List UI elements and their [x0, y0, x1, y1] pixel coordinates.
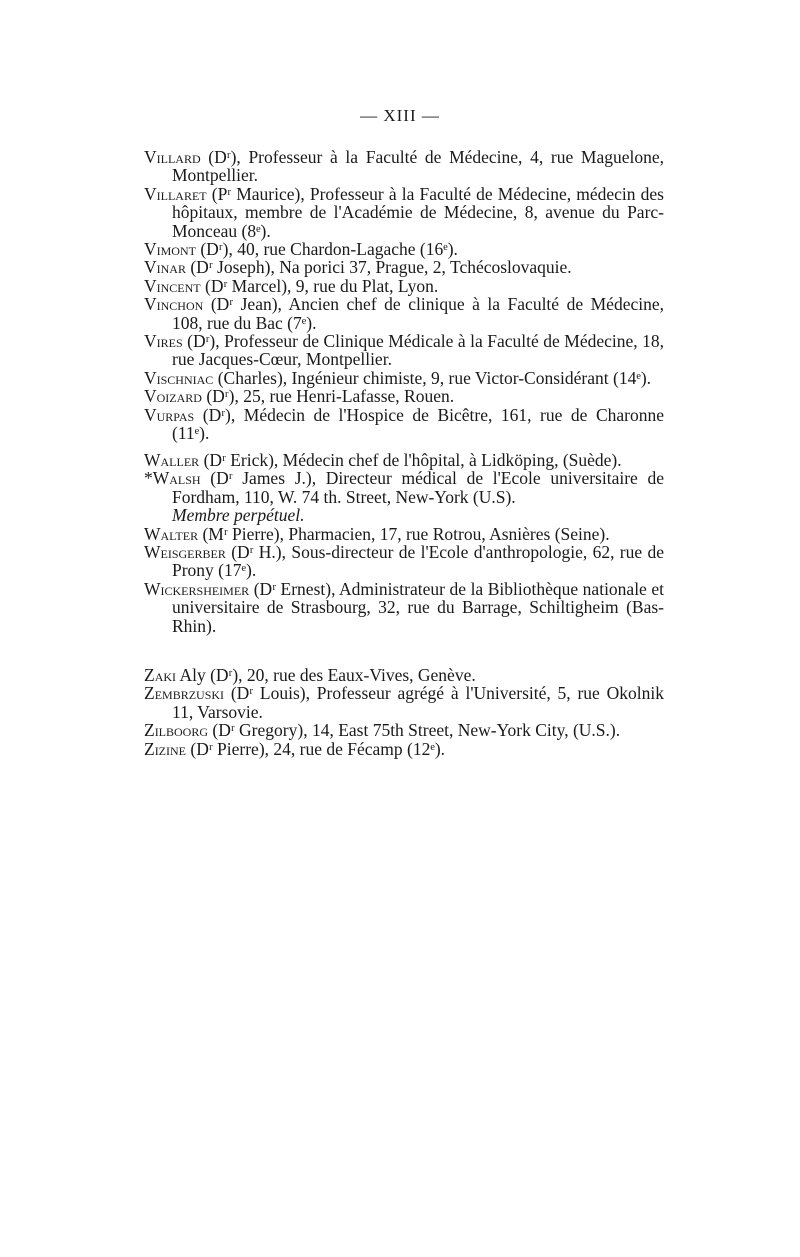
directory-entry [144, 684, 664, 721]
entry-note: Membre perpétuel. [172, 505, 305, 526]
section-z [144, 666, 664, 758]
entry-name: Zembrzuski [144, 683, 225, 704]
entry-name: Vires [144, 331, 183, 352]
entry-name: Zilboorg [144, 720, 209, 741]
directory-entry [144, 332, 664, 369]
entry-name: Wickersheimer [144, 578, 250, 599]
directory-entry [144, 525, 664, 543]
entry-text: (Dʳ), 25, rue Henri-Lafasse, Rouen. [201, 386, 455, 407]
directory-entry [144, 185, 664, 240]
directory-entry [144, 666, 664, 684]
entry-text: (Charles), Ingénieur chimiste, 9, rue Victor-Considérant (14ᵉ). [213, 367, 652, 388]
entry-text: (Dʳ H.), Sous-directeur de l'Ecole d'anthropologie, 62, rue de Prony (17ᵉ). [172, 542, 664, 581]
directory-entry [144, 387, 664, 405]
entry-text: Aly (Dʳ), 20, rue des Eaux-Vives, Genève. [176, 665, 476, 685]
entry-text: (Dʳ James J.), Directeur médical de l'Ecole universitaire de Fordham, 110, W. 74 th. Street, New-York (U.S). [172, 468, 664, 507]
entry-text: (Dʳ), Médecin de l'Hospice de Bicêtre, 161, rue de Charonne (11ᵉ). [172, 404, 664, 444]
section-w [144, 451, 664, 635]
entry-name: *Walsh [144, 468, 201, 489]
entry-name: Vinchon [144, 294, 204, 315]
entry-text: (Dʳ Marcel), 9, rue du Plat, Lyon. [200, 275, 439, 296]
directory-entry [144, 451, 664, 469]
entry-name: Waller [144, 450, 200, 470]
entry-text: (Dʳ Joseph), Na porici 37, Prague, 2, Tchécoslovaquie. [185, 257, 572, 278]
directory-entry [144, 721, 664, 739]
entry-text: (Dʳ Jean), Ancien chef de clinique à la Faculté de Médecine, 108, rue du Bac (7ᵉ). [172, 294, 664, 333]
entry-text: (Dʳ Erick), Médecin chef de l'hôpital, à Lidköping, (Suède). [199, 450, 622, 470]
entry-text: (Mʳ Pierre), Pharmacien, 17, rue Rotrou, Asnières (Seine). [198, 523, 610, 544]
entry-text: (Dʳ Ernest), Administrateur de la Bibliothèque nationale et universitaire de Strasbourg, 32, rue du Barrage, Schiltigheim (Bas-Rhin). [172, 578, 664, 636]
entry-text: (Dʳ), 40, rue Chardon-Lagache (16ᵉ). [195, 239, 458, 260]
directory-entry [144, 580, 664, 635]
entry-text: (Dʳ), Professeur de Clinique Médicale à la Faculté de Médecine, 18, rue Jacques-Cœur, Montpellier. [172, 331, 664, 370]
entry-name: Vurpas [144, 404, 195, 425]
directory-entry [144, 258, 664, 276]
directory-entry [144, 277, 664, 295]
entry-name: Villaret [144, 183, 207, 204]
section-v [144, 148, 664, 443]
entry-name: Villard [144, 147, 201, 167]
directory-entry [144, 148, 664, 185]
directory-entry [144, 406, 664, 443]
entry-name: Vincent [144, 275, 201, 296]
entry-name: Vischniac [144, 367, 214, 388]
entry-text: (Dʳ Gregory), 14, East 75th Street, New-York City, (U.S.). [208, 720, 621, 741]
entry-text: (Dʳ), Professeur à la Faculté de Médecine, 4, rue Maguelone, Montpellier. [172, 147, 664, 186]
entry-name: Zizine [144, 738, 187, 759]
directory-entry [144, 469, 664, 524]
page-header: — XIII — [360, 106, 440, 125]
entry-name: Zaki [144, 665, 177, 685]
entry-text: (Dʳ Pierre), 24, rue de Fécamp (12ᵉ). [186, 738, 446, 759]
entry-name: Voizard [144, 386, 202, 407]
directory-entry [144, 295, 664, 332]
directory-entry [144, 740, 664, 758]
directory-entry [144, 240, 664, 258]
entry-text: (Dʳ Louis), Professeur agrégé à l'Université, 5, rue Okolnik 11, Varsovie. [172, 683, 664, 722]
entry-name: Walter [144, 523, 199, 544]
entry-name: Vinar [144, 257, 186, 278]
entry-text: (Pʳ Maurice), Professeur à la Faculté de Médecine, médecin des hôpitaux, membre de l'Académie de Médecine, 8, avenue du Parc-Monceau (8ᵉ). [172, 183, 664, 241]
entry-name: Weisgerber [144, 542, 226, 563]
entry-name: Vimont [144, 239, 196, 260]
directory-entry [144, 543, 664, 580]
directory-entry [144, 369, 664, 387]
